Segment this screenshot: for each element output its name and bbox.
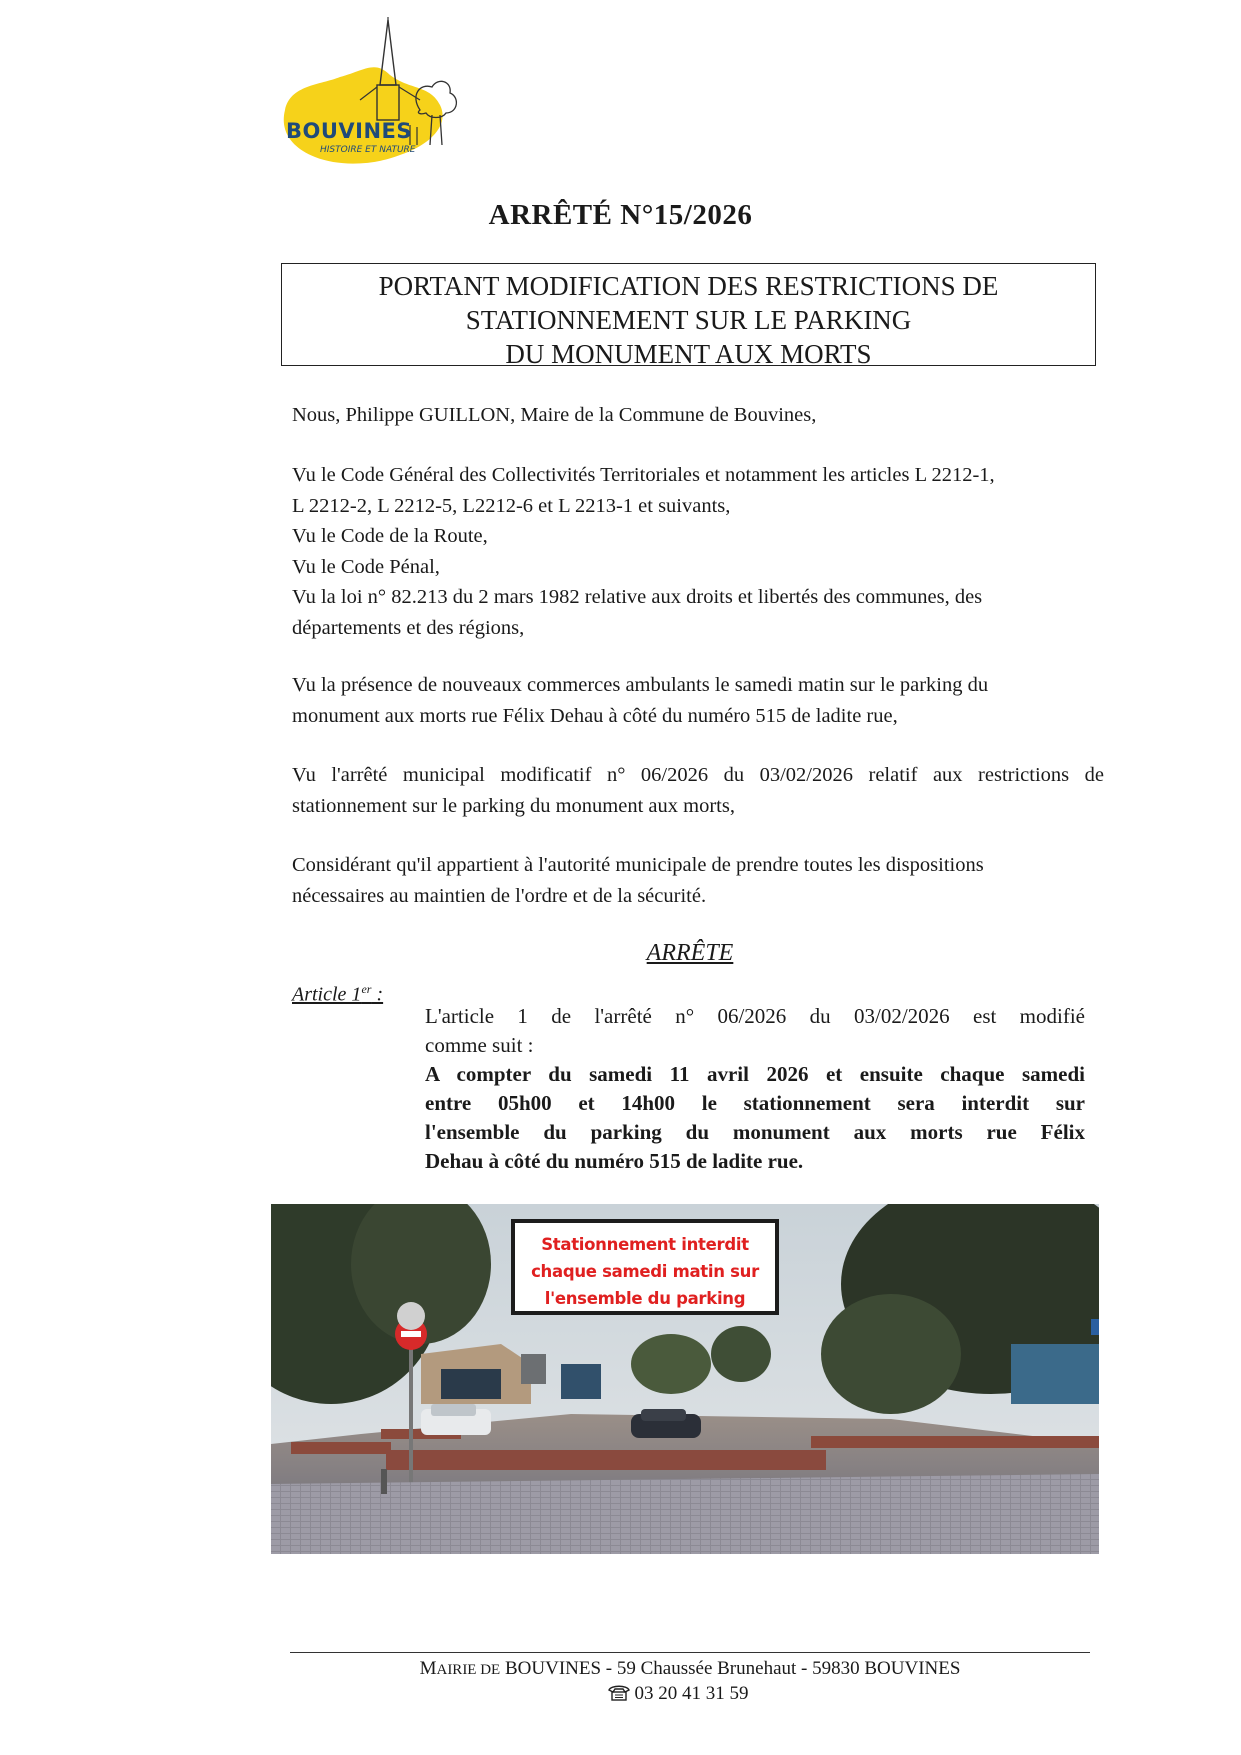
subject-line: STATIONNEMENT SUR LE PARKING	[465, 305, 912, 335]
presence-line: Vu la présence de nouveaux commerces ambulants le samedi matin sur le parking du	[292, 674, 989, 696]
footer-address	[0, 1658, 1241, 1680]
article-line: comme suit :	[425, 1033, 534, 1057]
page-title: ARRÊTÉ N°15/2026	[488, 199, 753, 231]
article-bold-line: entre 05h00 et 14h00 le stationnement sera interdit sur	[425, 1091, 1085, 1115]
arrete-modificatif-line: stationnement sur le parking du monument aux morts,	[292, 794, 735, 817]
article-label-sup: er	[361, 982, 372, 996]
article-body	[425, 1002, 1085, 1176]
parking-photo	[271, 1204, 1099, 1554]
article-bold-line: A compter du samedi 11 avril 2026 et ensuite chaque samedi	[425, 1062, 1085, 1086]
visa-line: Vu le Code Général des Collectivités Territoriales et notamment les articles L 2212-1,	[292, 464, 995, 486]
visas-paragraph	[292, 460, 1102, 643]
arrete-modificatif-line: Vu l'arrêté municipal modificatif n° 06/2026 du 03/02/2026 relatif aux restrictions de	[292, 764, 1104, 786]
bouvines-logo	[280, 15, 495, 170]
footer-divider	[290, 1652, 1090, 1653]
subject-box	[281, 263, 1096, 369]
presence-line: monument aux morts rue Félix Dehau à côté du numéro 515 de ladite rue,	[292, 704, 898, 727]
presence-paragraph	[292, 670, 1102, 731]
arrete-heading: ARRÊTE	[646, 940, 734, 966]
article-bold-line: l'ensemble du parking du monument aux morts rue Félix	[425, 1120, 1085, 1144]
no-parking-notice	[511, 1219, 779, 1315]
considerant-paragraph	[292, 850, 1102, 911]
notice-line: l'ensemble du parking	[544, 1289, 746, 1308]
intro-line: Nous, Philippe GUILLON, Maire de la Commune de Bouvines,	[292, 404, 817, 426]
telephone-icon	[607, 1683, 631, 1707]
article-bold-line: Dehau à côté du numéro 515 de ladite rue.	[425, 1149, 804, 1173]
arrete-modificatif-paragraph	[292, 760, 1104, 821]
logo-name: BOUVINES	[286, 119, 413, 143]
visa-line: Vu le Code de la Route,	[292, 525, 488, 547]
visa-line: Vu la loi n° 82.213 du 2 mars 1982 relative aux droits et libertés des communes, des	[292, 586, 983, 608]
article-label-suffix: :	[371, 983, 384, 1006]
phone-number: 03 20 41 31 59	[634, 1683, 749, 1704]
article-line: L'article 1 de l'arrêté n° 06/2026 du 03/02/2026 est modifié	[425, 1004, 1085, 1028]
logo-tagline: HISTOIRE ET NATURE	[320, 145, 416, 155]
subject-line: PORTANT MODIFICATION DES RESTRICTIONS DE	[378, 271, 999, 301]
article-label	[292, 982, 383, 1007]
considerant-line: nécessaires au maintien de l'ordre et de la sécurité.	[292, 884, 707, 907]
considerant-line: Considérant qu'il appartient à l'autorité municipale de prendre toutes les dispositions	[292, 854, 984, 876]
notice-line: chaque samedi matin sur	[531, 1262, 759, 1281]
footer-mairie-m: M	[419, 1658, 437, 1679]
article-label-text: Article 1	[292, 983, 362, 1006]
subject-line: DU MONUMENT AUX MORTS	[505, 339, 872, 369]
footer-address-text: BOUVINES - 59 Chaussée Brunehaut - 59830 BOUVINES	[500, 1658, 961, 1679]
footer-phone	[0, 1683, 1241, 1707]
footer-mairie-rest: AIRIE DE	[436, 1662, 501, 1678]
visa-line: départements et des régions,	[292, 616, 525, 639]
intro-paragraph	[292, 400, 1102, 431]
visa-line: L 2212-2, L 2212-5, L2212-6 et L 2213-1 et suivants,	[292, 494, 731, 517]
visa-line: Vu le Code Pénal,	[292, 555, 440, 578]
notice-line: Stationnement interdit	[541, 1235, 749, 1254]
